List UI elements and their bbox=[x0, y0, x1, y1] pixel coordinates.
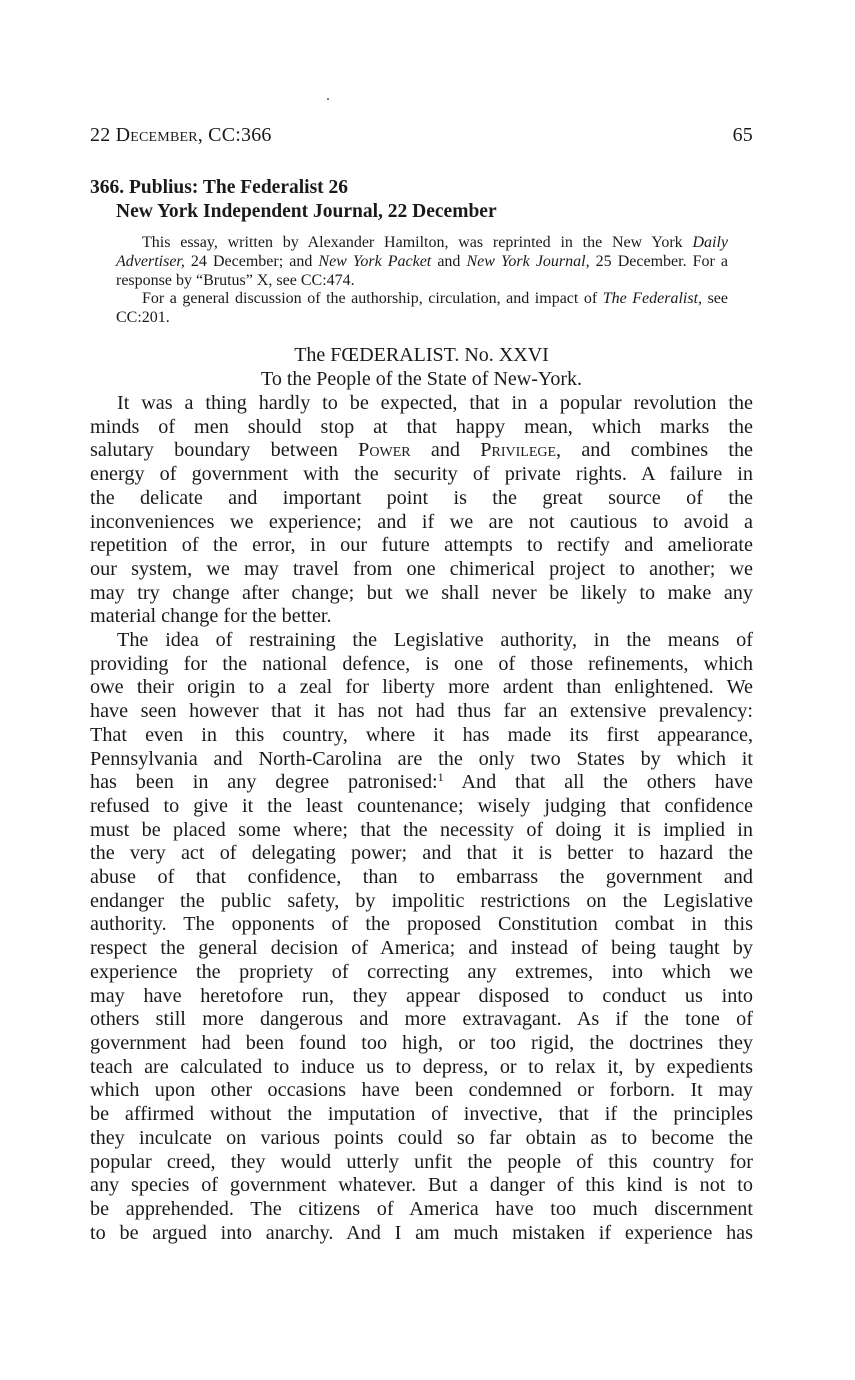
body-line: which upon other occasions have been condemned or forborn. It may bbox=[90, 1079, 753, 1102]
essay-address: To the People of the State of New-York. bbox=[261, 368, 582, 390]
body-line: inconveniences we experience; and if we are not cautious to avoid a bbox=[90, 510, 753, 533]
headnote-paragraph-2: For a general discussion of the authorship, circulation, and impact of The Federalist, see CC:201. bbox=[116, 290, 728, 327]
body-line: material change for the better. bbox=[90, 605, 332, 628]
body-line: to be argued into anarchy. And I am much mistaken if experience has bbox=[90, 1221, 753, 1244]
body-line: It was a thing hardly to be expected, that in a popular revolution the bbox=[117, 392, 753, 414]
body-line: minds of men should stop at that happy mean, which marks the bbox=[90, 415, 753, 438]
page-number: 65 bbox=[732, 124, 753, 146]
running-head bbox=[90, 124, 753, 150]
footnote-marker: 1 bbox=[437, 770, 444, 785]
body-line: may try change after change; but we shall never be likely to make any bbox=[90, 581, 753, 604]
body-line: may have heretofore run, they appear disposed to conduct us into bbox=[90, 984, 753, 1007]
body-line: popular creed, they would utterly unfit the people of this country for bbox=[90, 1150, 753, 1173]
body-line: experience the propriety of correcting any extremes, into which we bbox=[90, 960, 753, 983]
body-line: they inculcate on various points could so far obtain as to become the bbox=[90, 1126, 753, 1149]
body-line: the very act of delegating power; and that it is better to hazard the bbox=[90, 842, 753, 865]
document-heading bbox=[90, 176, 753, 224]
running-head-ref: 22 December, CC:366 bbox=[90, 124, 272, 146]
body-line: Pennsylvania and North-Carolina are the only two States by which it bbox=[90, 747, 753, 770]
body-line: owe their origin to a zeal for liberty more ardent than enlightened. We bbox=[90, 676, 753, 699]
print-speck bbox=[327, 98, 329, 100]
body-line: be apprehended. The citizens of America have too much discernment bbox=[90, 1197, 753, 1220]
body-line: has been in any degree patronised:$^1$ And that all the others have bbox=[90, 770, 754, 794]
headnote bbox=[116, 234, 728, 328]
body-line: That even in this country, where it has made its first appearance, bbox=[90, 723, 753, 746]
body-line: refused to give it the least countenance; wisely judging that confidence bbox=[90, 794, 753, 817]
body-line: endanger the public safety, by impolitic restrictions on the Legislative bbox=[90, 889, 753, 912]
headnote-paragraph-1: This essay, written by Alexander Hamilton, was reprinted in the New York Daily Advertiser, 24 December; and New York Packet and New York Journal, 25 December. For a response by “Brutus” X, see CC:474. bbox=[116, 234, 729, 289]
body-line: the delicate and important point is the great source of the bbox=[90, 486, 753, 509]
body-line: abuse of that confidence, than to embarrass the government and bbox=[90, 866, 753, 889]
body-line: must be placed some where; that the necessity of doing it is implied in bbox=[90, 818, 753, 841]
essay-title-block bbox=[90, 343, 753, 391]
body-line: teach are calculated to induce us to depress, or to relax it, by expedients bbox=[90, 1055, 753, 1078]
body-line: have seen however that it has not had thus far an extensive prevalency: bbox=[90, 700, 753, 723]
body-line: The idea of restraining the Legislative authority, in the means of bbox=[117, 629, 753, 652]
heading-line-1: 366. Publius: The Federalist 26 bbox=[90, 177, 349, 198]
body-line: repetition of the error, in our future attempts to rectify and ameliorate bbox=[90, 534, 753, 557]
body-line: respect the general decision of America; and instead of being taught by bbox=[90, 937, 753, 960]
body-line: any species of government whatever. But a danger of this kind is not to bbox=[90, 1174, 753, 1197]
body-line: providing for the national defence, is one of those refinements, which bbox=[90, 652, 753, 675]
body-line: authority. The opponents of the proposed Constitution combat in this bbox=[90, 913, 753, 936]
body-line: our system, we may travel from one chimerical project to another; we bbox=[90, 557, 753, 580]
body-line: others still more dangerous and more extravagant. As if the tone of bbox=[90, 1008, 753, 1031]
body-line: energy of government with the security of private rights. A failure in bbox=[90, 463, 753, 486]
body-line: salutary boundary between Power and Privilege, and combines the bbox=[90, 439, 754, 462]
essay-title: The FŒDERALIST. No. XXVI bbox=[294, 344, 549, 366]
body-line: be affirmed without the imputation of invective, that if the principles bbox=[90, 1103, 753, 1126]
essay-body bbox=[90, 392, 754, 1245]
body-line: government had been found too high, or too rigid, the doctrines they bbox=[90, 1031, 753, 1054]
running-head-month: December bbox=[115, 124, 198, 146]
heading-line-2: New York Independent Journal, 22 December bbox=[116, 201, 497, 222]
